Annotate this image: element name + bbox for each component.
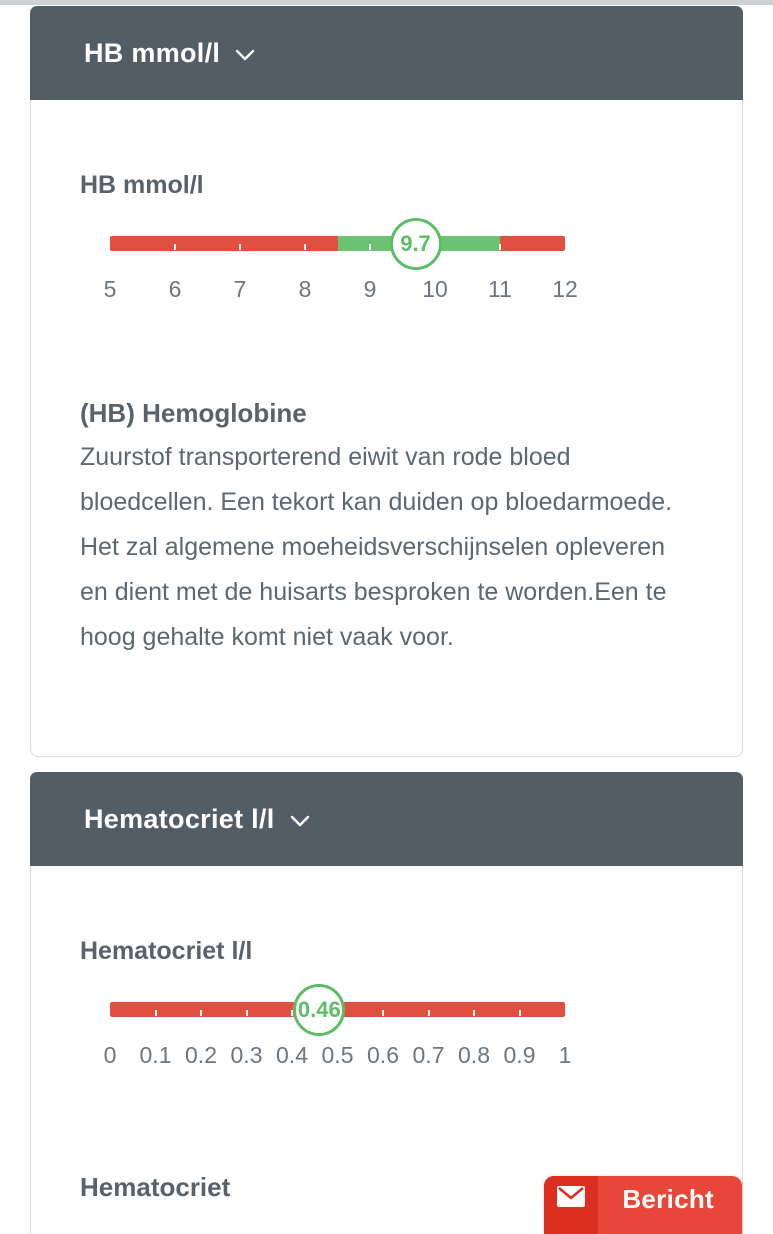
- gauge-tick: [499, 244, 501, 250]
- feedback-message-button[interactable]: [544, 1176, 742, 1234]
- chevron-down-icon: [235, 49, 255, 61]
- gauge-marker: 0.46: [293, 984, 345, 1036]
- gauge-axis-label: 0.8: [458, 1042, 490, 1068]
- gauge-axis-label: 12: [552, 276, 578, 302]
- panel-hb-header-title: HB mmol/l: [84, 37, 221, 68]
- gauge-axis-label: 0: [103, 1042, 117, 1068]
- gauge-axis-label: 7: [233, 276, 247, 302]
- gauge-title: HB mmol/l: [80, 171, 204, 199]
- gauge-axis-label: 11: [488, 276, 512, 302]
- gauge-axis-label: 5: [103, 276, 117, 302]
- gauge-tick: [519, 1010, 521, 1016]
- panel-hb-header[interactable]: [30, 6, 743, 100]
- gauge-axis-label: 8: [298, 276, 312, 302]
- gauge-axis-label: 0.2: [185, 1042, 217, 1068]
- gauge-tick: [304, 244, 306, 250]
- gauge-ticks: [110, 236, 565, 251]
- gauge-slider: [110, 218, 565, 270]
- gauge-axis-label: 0.6: [367, 1042, 399, 1068]
- panel-hematocriet: [30, 772, 743, 1234]
- panel-hb-body: [30, 100, 743, 757]
- gauge-slider: [110, 984, 565, 1036]
- gauge-axis-label: 0.7: [412, 1042, 445, 1068]
- feedback-button-label: Bericht: [622, 1184, 714, 1214]
- gauge-axis-label: 1: [558, 1042, 572, 1068]
- gauge-tick: [239, 244, 241, 250]
- gauge-axis-label: 0.3: [230, 1042, 263, 1068]
- gauge-axis-label: 0.4: [276, 1042, 308, 1068]
- gauge-labels: [103, 276, 578, 302]
- envelope-icon: [544, 1176, 598, 1234]
- gauge-axis-label: 0.5: [321, 1042, 354, 1068]
- chevron-down-icon: [290, 815, 310, 827]
- description-text: Zuurstof transporterend eiwit van rode bloed bloedcellen. Een tekort kan duiden op bloedarmoede. Het zal algemene moeheidsverschijnselen opleveren en dient met de huisarts besproken te worden.Een te hoog gehalte komt niet vaak voor.: [80, 443, 673, 651]
- page-top-strip: [0, 0, 773, 5]
- gauge-tick: [200, 1010, 202, 1016]
- gauge-title: Hematocriet l/l: [80, 937, 253, 965]
- gauge-tick: [369, 244, 371, 250]
- gauge-tick: [174, 244, 176, 250]
- gauge-tick: [428, 1010, 430, 1016]
- gauge-marker: 9.7: [390, 218, 442, 270]
- gauge-axis-label: 6: [168, 276, 182, 302]
- gauge-axis-label: 10: [422, 276, 448, 302]
- gauge-axis-label: 9: [363, 276, 377, 302]
- gauge-tick: [473, 1010, 475, 1016]
- panel-hematocriet-header-title: Hematocriet l/l: [84, 803, 275, 834]
- gauge-labels: [103, 1042, 572, 1068]
- gauge-tick: [246, 1010, 248, 1016]
- description-title: Hematocriet: [80, 1172, 231, 1202]
- gauge-tick: [155, 1010, 157, 1016]
- description-title: (HB) Hemoglobine: [80, 398, 307, 428]
- gauge-axis-label: 0.9: [503, 1042, 536, 1068]
- panel-hb: [30, 6, 743, 757]
- gauge-axis-label: 0.1: [139, 1042, 172, 1068]
- panel-hematocriet-header[interactable]: [30, 772, 743, 866]
- gauge-tick: [382, 1010, 384, 1016]
